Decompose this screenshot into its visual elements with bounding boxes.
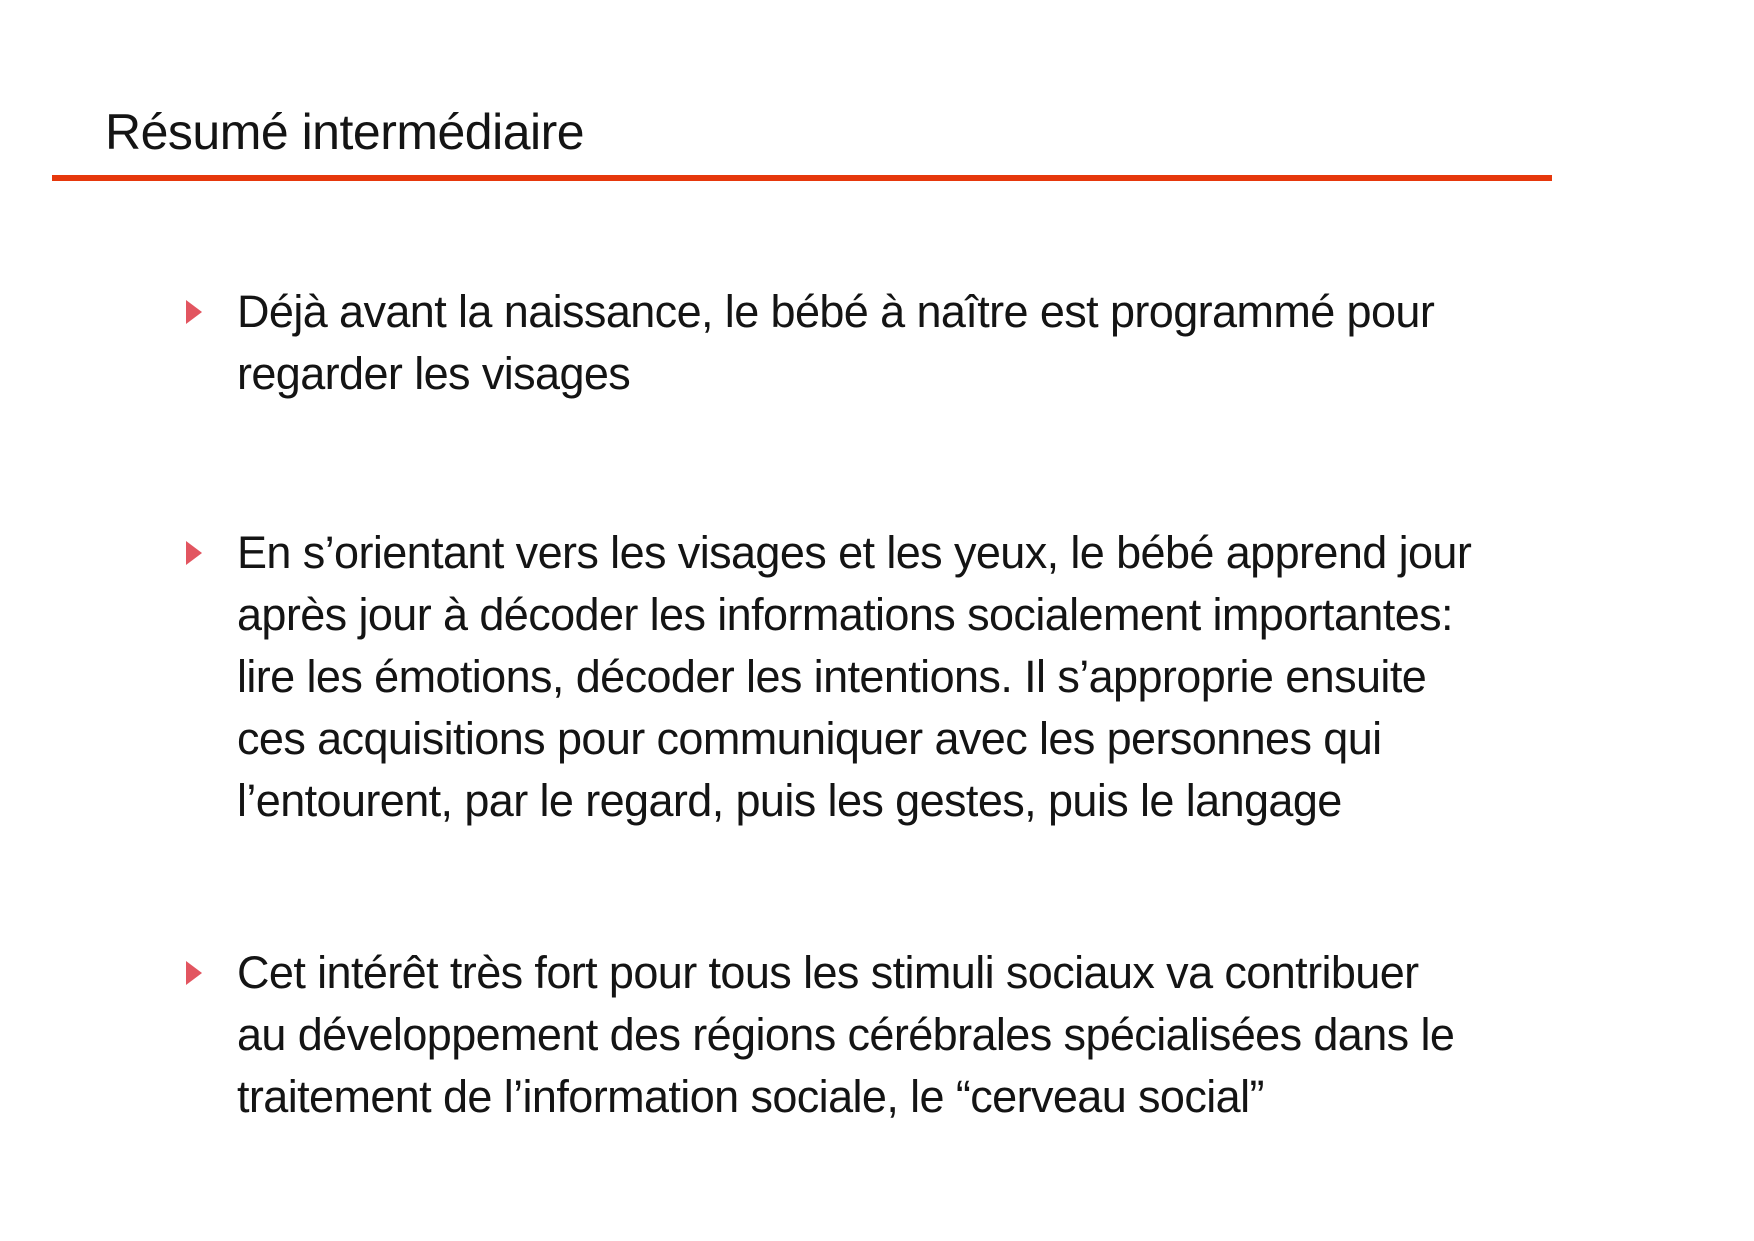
title-underline-rule xyxy=(52,175,1552,181)
bullet-triangle-icon xyxy=(186,541,202,565)
bullet-text xyxy=(237,522,1471,832)
bullet-text xyxy=(237,281,1434,405)
bullet-text-line: l’entourent, par le regard, puis les gestes, puis le langage xyxy=(237,775,1342,826)
bullet-text-line: lire les émotions, décoder les intentions. Il s’approprie ensuite xyxy=(237,651,1427,702)
bullet-text-line: ces acquisitions pour communiquer avec les personnes qui xyxy=(237,713,1382,764)
bullet-text-line: traitement de l’information sociale, le “cerveau social” xyxy=(237,1071,1264,1122)
bullet-triangle-icon xyxy=(186,300,202,324)
bullet-text-line: Cet intérêt très fort pour tous les stimuli sociaux va contribuer xyxy=(237,947,1419,998)
bullet-text-line: Déjà avant la naissance, le bébé à naître est programmé pour xyxy=(237,286,1435,337)
bullet-list xyxy=(186,281,1471,1128)
bullet-triangle-icon xyxy=(186,961,202,985)
bullet-item xyxy=(186,942,1471,1128)
bullet-item xyxy=(186,281,1471,405)
bullet-text-line: au développement des régions cérébrales spécialisées dans le xyxy=(237,1009,1455,1060)
bullet-text xyxy=(237,942,1454,1128)
bullet-text-line: En s’orientant vers les visages et les yeux, le bébé apprend jour xyxy=(237,527,1472,578)
bullet-text-line: regarder les visages xyxy=(237,348,631,399)
bullet-text-line: après jour à décoder les informations socialement importantes: xyxy=(237,589,1453,640)
slide-title: Résumé intermédiaire xyxy=(105,104,585,160)
bullet-item xyxy=(186,522,1471,832)
